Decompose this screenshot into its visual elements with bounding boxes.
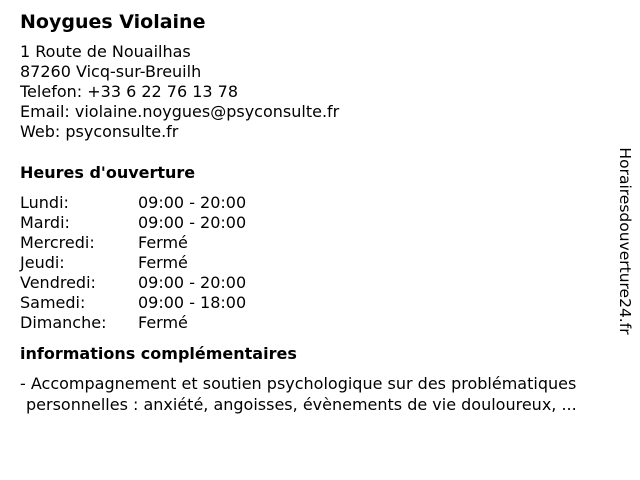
day-hours: Fermé [138,253,188,272]
hours-row-saturday [20,293,620,313]
additional-info-text [20,373,630,415]
opening-hours-heading: Heures d'ouverture [20,163,196,182]
day-label: Mercredi: [20,233,95,252]
day-hours: 09:00 - 20:00 [138,273,247,292]
address-line-2: 87260 Vicq-sur-Breuilh [20,62,202,81]
address-line-1: 1 Route de Nouailhas [20,42,191,61]
additional-info-heading: informations complémentaires [20,344,297,363]
hours-row-wednesday [20,233,620,253]
hours-row-thursday [20,253,620,273]
site-brand-text: Horairesdouverture24.fr [616,147,634,335]
web-line: Web: psyconsulte.fr [20,122,179,141]
day-label: Jeudi: [20,253,65,272]
info-line-2: personnelles : anxiété, angoisses, évènements de vie douloureux, ... [26,395,577,414]
day-hours: 09:00 - 18:00 [138,293,247,312]
site-brand-watermark [610,136,640,346]
hours-row-monday [20,193,620,213]
day-label: Lundi: [20,193,69,212]
opening-hours-list [20,193,620,333]
day-label: Vendredi: [20,273,96,292]
business-card [20,10,620,415]
hours-row-sunday [20,313,620,333]
day-hours: Fermé [138,313,188,332]
day-hours: 09:00 - 20:00 [138,193,247,212]
day-label: Samedi: [20,293,86,312]
day-label: Mardi: [20,213,70,232]
hours-row-tuesday [20,213,620,233]
phone-line: Telefon: +33 6 22 76 13 78 [20,82,239,101]
day-hours: Fermé [138,233,188,252]
business-name: Noygues Violaine [20,11,206,33]
hours-row-friday [20,273,620,293]
day-hours: 09:00 - 20:00 [138,213,247,232]
info-line-1: - Accompagnement et soutien psychologique sur des problématiques [20,374,577,393]
email-line: Email: violaine.noygues@psyconsulte.fr [20,102,340,121]
day-label: Dimanche: [20,313,107,332]
